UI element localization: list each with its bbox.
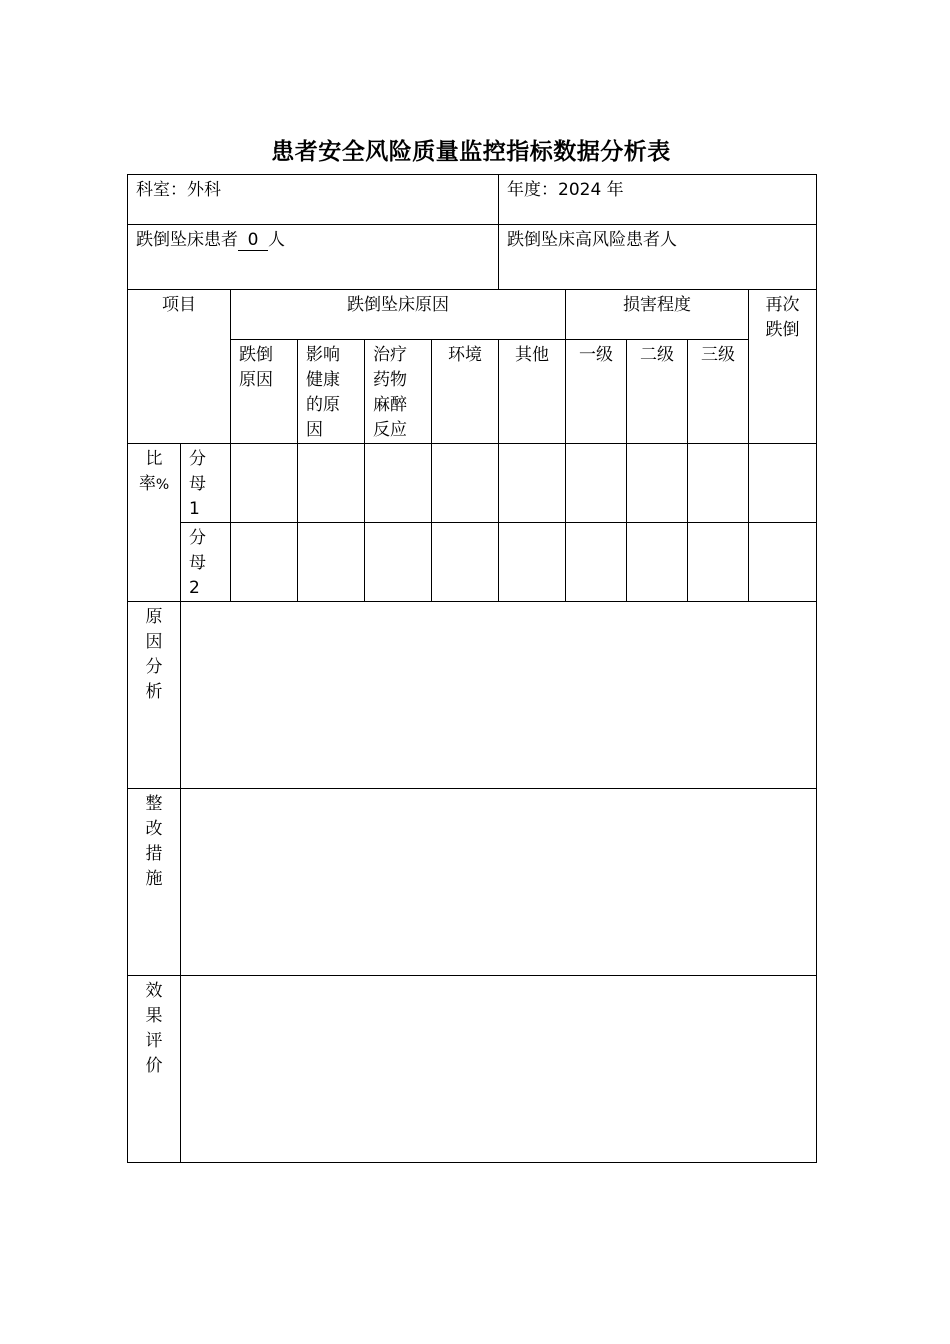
fall-patients-cell [128, 225, 499, 290]
cause-col-fall-reason: 跌倒 原因 [231, 340, 298, 444]
damage-group-header: 损害程度 [566, 290, 749, 340]
department-cell [128, 175, 499, 225]
item-header: 项目 [128, 290, 231, 444]
data-cell[interactable] [627, 444, 688, 523]
data-cell[interactable] [365, 444, 432, 523]
damage-col-level-3: 三级 [688, 340, 749, 444]
data-cell[interactable] [566, 444, 627, 523]
cause-analysis-label: 原 因 分 析 [128, 602, 181, 789]
data-cell[interactable] [627, 523, 688, 602]
data-cell[interactable] [749, 523, 817, 602]
data-cell[interactable] [231, 523, 298, 602]
data-cell[interactable] [365, 523, 432, 602]
fall-patients-prefix: 跌倒坠床患者 [136, 230, 238, 250]
damage-col-level-2: 二级 [627, 340, 688, 444]
rate-label-cell: 比 率% [128, 444, 181, 602]
denominator-2-label: 分 母 2 [181, 523, 231, 602]
cause-col-other: 其他 [499, 340, 566, 444]
damage-col-level-1: 一级 [566, 340, 627, 444]
rectification-content[interactable] [181, 789, 817, 976]
data-cell[interactable] [566, 523, 627, 602]
data-cell[interactable] [499, 444, 566, 523]
cause-analysis-row [128, 602, 817, 789]
page-title: 患者安全风险质量监控指标数据分析表 [271, 139, 671, 165]
cause-group-header: 跌倒坠床原因 [231, 290, 566, 340]
high-risk-cell [499, 225, 817, 290]
rectification-row [128, 789, 817, 976]
high-risk-label: 跌倒坠床高风险患者人 [507, 230, 677, 250]
sub-header-row [128, 340, 817, 444]
cause-col-environment: 环境 [432, 340, 499, 444]
analysis-form-table [127, 174, 817, 1163]
data-cell[interactable] [298, 523, 365, 602]
data-cell[interactable] [499, 523, 566, 602]
data-cell[interactable] [432, 523, 499, 602]
data-cell[interactable] [231, 444, 298, 523]
data-cell[interactable] [432, 444, 499, 523]
effect-evaluation-content[interactable] [181, 976, 817, 1163]
header-row-patients [128, 225, 817, 290]
cause-col-medication: 治疗 药物 麻醉 反应 [365, 340, 432, 444]
cause-col-health: 影响 健康 的原 因 [298, 340, 365, 444]
year-cell [499, 175, 817, 225]
cause-analysis-content[interactable] [181, 602, 817, 789]
effect-evaluation-row [128, 976, 817, 1163]
denominator-1-label: 分 母 1 [181, 444, 231, 523]
fall-patients-suffix: 人 [268, 230, 285, 250]
data-cell[interactable] [688, 523, 749, 602]
rectification-label: 整 改 措 施 [128, 789, 181, 976]
data-cell[interactable] [749, 444, 817, 523]
refall-header: 再次 跌倒 [749, 290, 817, 444]
data-cell[interactable] [688, 444, 749, 523]
header-row-department [128, 175, 817, 225]
rate-row-denominator-2 [128, 523, 817, 602]
rate-row-denominator-1 [128, 444, 817, 523]
effect-evaluation-label: 效 果 评 价 [128, 976, 181, 1163]
year-label: 年度：2024 年 [507, 180, 624, 200]
department-label: 科室：外科 [136, 180, 221, 200]
group-header-row [128, 290, 817, 340]
data-cell[interactable] [298, 444, 365, 523]
fall-patients-value[interactable]: 0 [238, 230, 268, 251]
